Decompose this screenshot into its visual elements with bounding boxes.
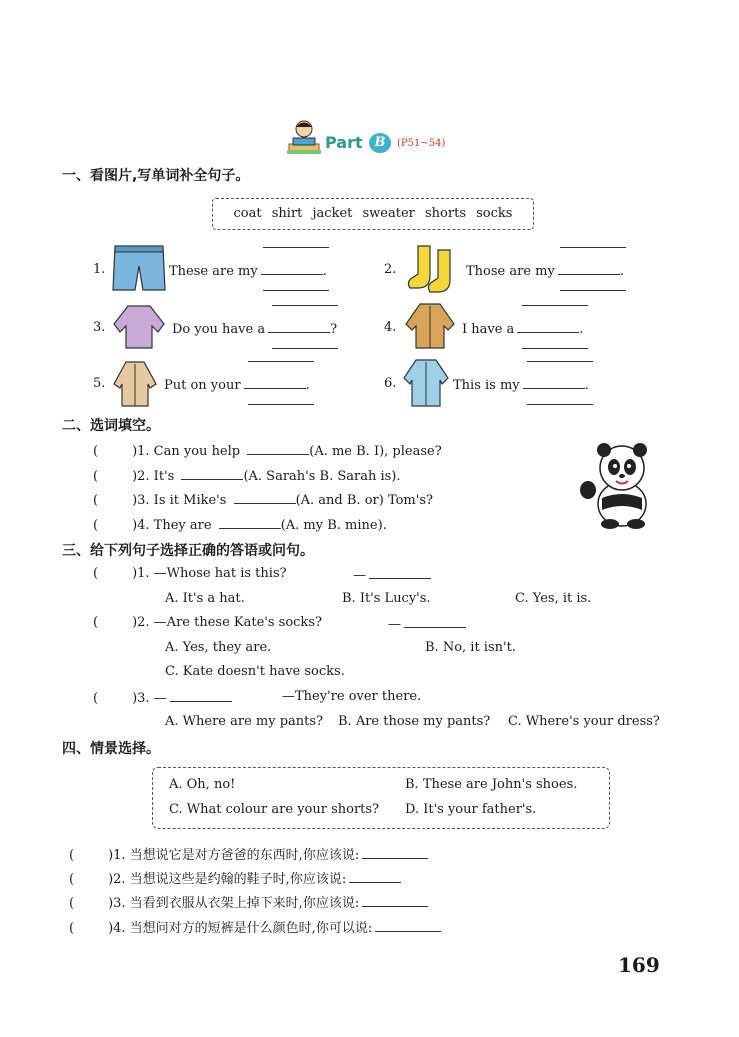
answer-blank[interactable]	[247, 442, 309, 455]
item-number: 6.	[384, 376, 397, 391]
writing-line[interactable]	[263, 247, 329, 248]
jacket-icon	[402, 300, 458, 352]
socks-icon	[404, 242, 462, 296]
shorts-icon	[110, 242, 168, 296]
option-c: C. Kate doesn't have socks.	[165, 664, 345, 679]
writing-line[interactable]	[527, 404, 593, 405]
answer-blank[interactable]	[362, 894, 428, 907]
boy-reading-icon	[285, 118, 323, 156]
writing-line[interactable]	[248, 361, 314, 362]
answer-blank[interactable]	[261, 262, 323, 275]
question-row: ( )1. Can you help (A. me B. I), please?	[93, 444, 442, 459]
item-sentence: Those are my .	[466, 264, 624, 279]
answer-blank[interactable]	[523, 376, 585, 389]
page-range: (P51~54)	[397, 138, 446, 149]
writing-line[interactable]	[272, 348, 338, 349]
option-a: A. Where are my pants?	[165, 714, 324, 729]
question-row: ( )2. —Are these Kate's socks?	[93, 615, 322, 630]
item-number: 3.	[93, 320, 106, 335]
question-row: ( )2. It's (A. Sarah's B. Sarah is).	[93, 469, 401, 484]
option-b: B. These are John's shoes.	[405, 777, 578, 792]
answer-blank[interactable]	[170, 689, 232, 702]
option-b: B. It's Lucy's.	[342, 591, 431, 606]
answer-blank[interactable]	[404, 615, 466, 628]
answer-blank[interactable]	[219, 516, 281, 529]
question-row: ( )3. —	[93, 689, 232, 706]
option-b: B. Are those my pants?	[338, 714, 491, 729]
coat-icon	[110, 358, 160, 410]
item-number: 1.	[93, 262, 106, 277]
options-box	[152, 767, 610, 829]
writing-line[interactable]	[263, 290, 329, 291]
question-row: ( )3. Is it Mike's (A. and B. or) Tom's?	[93, 493, 433, 508]
answer-blank[interactable]	[362, 846, 428, 859]
answer-blank[interactable]	[181, 467, 243, 480]
shirt-icon	[402, 356, 450, 410]
question-row: ( )3. 当看到衣服从衣架上掉下来时,你应该说:	[69, 892, 428, 911]
question-row: ( )4. 当想问对方的短裤是什么颜色时,你可以说:	[69, 917, 441, 936]
section1-title: 一、看图片,写单词补全句子。	[62, 168, 250, 184]
answer-blank[interactable]	[349, 870, 401, 883]
item-sentence: This is my .	[453, 378, 589, 393]
section4-title: 四、情景选择。	[62, 741, 160, 757]
answer-blank[interactable]	[517, 320, 579, 333]
option-b: B. No, it isn't.	[425, 640, 516, 655]
answer-blank[interactable]	[268, 320, 330, 333]
item-sentence: Do you have a ?	[172, 322, 338, 337]
item-sentence: These are my .	[169, 264, 327, 279]
section3-title: 三、给下列句子选择正确的答语或问句。	[62, 543, 314, 559]
page-number: 169	[618, 953, 660, 977]
option-d: D. It's your father's.	[405, 802, 537, 817]
answer-blank[interactable]	[375, 919, 441, 932]
reply-text: —They're over there.	[282, 689, 422, 704]
writing-line[interactable]	[522, 348, 588, 349]
writing-line[interactable]	[560, 290, 626, 291]
writing-line[interactable]	[560, 247, 626, 248]
answer-line: —	[353, 566, 431, 583]
answer-blank[interactable]	[244, 376, 306, 389]
question-row: ( )1. 当想说它是对方爸爸的东西时,你应该说:	[69, 844, 428, 863]
answer-blank[interactable]	[558, 262, 620, 275]
option-a: A. It's a hat.	[165, 591, 245, 606]
writing-line[interactable]	[522, 305, 588, 306]
item-number: 5.	[93, 376, 106, 391]
option-a: A. Oh, no!	[169, 777, 236, 792]
answer-line: —	[388, 615, 466, 632]
question-row: ( )4. They are (A. my B. mine).	[93, 518, 387, 533]
option-c: C. Where's your dress?	[508, 714, 660, 729]
option-a: A. Yes, they are.	[165, 640, 272, 655]
writing-line[interactable]	[248, 404, 314, 405]
part-letter-badge: B	[369, 133, 391, 153]
writing-line[interactable]	[272, 305, 338, 306]
item-sentence: Put on your .	[164, 378, 310, 393]
word-bank-box	[212, 198, 534, 230]
answer-blank[interactable]	[234, 491, 296, 504]
item-number: 4.	[384, 320, 397, 335]
panda-icon	[578, 440, 656, 530]
part-label: Part	[325, 133, 363, 152]
part-header	[285, 118, 485, 158]
word-bank: coat shirt jacket sweater shorts socks	[233, 206, 513, 221]
sweater-icon	[110, 302, 168, 352]
option-c: C. Yes, it is.	[515, 591, 592, 606]
item-sentence: I have a .	[462, 322, 584, 337]
item-number: 2.	[384, 262, 397, 277]
question-row: ( )1. —Whose hat is this?	[93, 566, 287, 581]
answer-blank[interactable]	[369, 566, 431, 579]
writing-line[interactable]	[527, 361, 593, 362]
option-c: C. What colour are your shorts?	[169, 802, 380, 817]
question-row: ( )2. 当想说这些是约翰的鞋子时,你应该说:	[69, 868, 401, 887]
section2-title: 二、选词填空。	[62, 418, 160, 434]
